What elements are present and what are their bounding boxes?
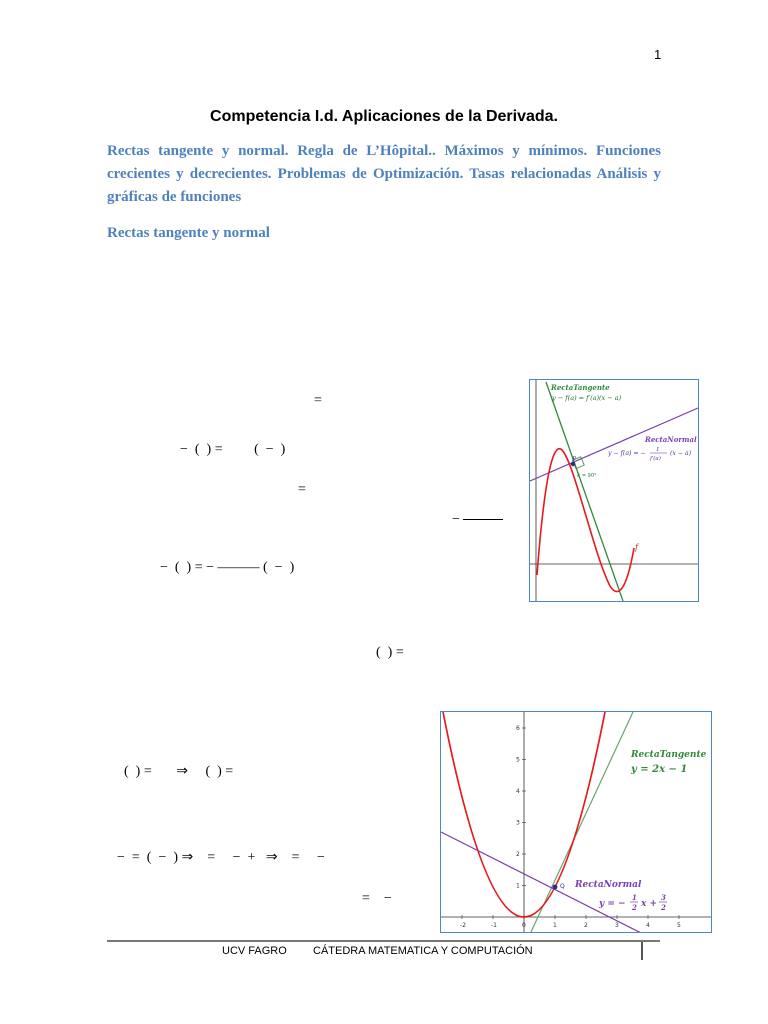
normal-eq-frac1-num: 1 [632,893,637,902]
normal-label: RectaNormal [575,880,642,890]
y-tick-label: 6 [516,725,520,732]
normal-eq-right: (x − a) [670,450,692,457]
parabola-figure [440,711,712,933]
footer-divider [107,940,660,942]
normal-eq-mid: x + [641,899,658,909]
footer-department: CÁTEDRA MATEMATICA Y COMPUTACIÓN [313,945,533,957]
tangent-equation: y − f(a) = f′(a)(x − a) [552,394,622,402]
tangent-label: RectaTangente [631,750,707,760]
curve-label: f [635,543,638,552]
page-number: 1 [654,47,662,62]
function-curve [537,449,634,592]
section-heading: Rectas tangente y normal [107,225,270,241]
y-tick-label: 2 [516,851,520,858]
point-q-label: Q [560,883,565,890]
x-tick-label: -2 [460,922,466,929]
normal-eq-frac2-den: 2 [661,903,666,912]
fraction-bar [463,519,503,520]
angle-label: α = 90° [577,473,597,479]
point-p [571,462,575,466]
tangent-normal-figure [529,379,699,602]
normal-eq-frac1-den: 2 [632,903,637,912]
document-title: Competencia I.d. Aplicaciones de la Derivada. [210,108,558,125]
tangent-equation: y = 2x − 1 [631,764,688,775]
normal-eq-denominator: f′(a) [650,456,661,462]
tangent-label: RectaTangente [551,383,610,392]
normal-eq-numerator: 1 [656,447,660,453]
y-tick-labels [516,725,526,890]
normal-eq-left: y − f(a) = − [608,450,646,457]
x-tick-label: 4 [646,922,650,929]
formula-fragment: ( ) = [376,645,404,660]
figure2-graph [441,712,711,932]
x-tick-label: 0 [522,922,526,929]
point-q [553,885,558,890]
figure1-graph [530,380,698,601]
y-tick-label: 3 [516,819,520,827]
point-p-label: P [573,456,577,462]
y-tick-label: 5 [516,756,520,764]
formula-fragment: = [314,393,322,408]
normal-label: RectaNormal [645,435,697,444]
x-tick-label: 5 [677,922,681,929]
topics-subtitle: Rectas tangente y normal. Regla de L’Hôpital.. Máximos y mínimos. Funciones crecientes y decrecientes. Problemas de Optimización. Tasas relacionadas Análisis y gráficas de funciones [107,143,661,205]
x-tick-label: 1 [553,922,557,929]
tangent-solution-fragment: − = ( − ) ⇒ = − + ⇒ = − [117,850,325,865]
fraction-fragment [452,512,503,528]
normal-eq-left: y = − [599,899,626,909]
normal-formula-fragment: − ( ) = − ——— ( − ) [160,560,295,575]
tangent-formula-fragment: − ( ) = ( − ) [180,442,286,457]
minus-sign: − [452,512,460,527]
normal-eq-frac2-num: 3 [661,893,666,902]
tangent-line [546,382,623,601]
formula-fragment: = [298,482,306,497]
y-tick-label: 4 [516,788,520,795]
x-tick-label: 3 [615,922,619,929]
derivative-formula-fragment: ( ) = ⇒ ( ) = [124,764,234,779]
x-tick-label: -1 [491,922,497,929]
formula-fragment: = − [362,891,392,906]
normal-line [530,408,698,481]
footer-institution: UCV FAGRO [222,945,287,957]
y-tick-label: 1 [516,882,520,890]
x-tick-label: 2 [584,922,588,929]
footer-end-mark [641,942,643,960]
